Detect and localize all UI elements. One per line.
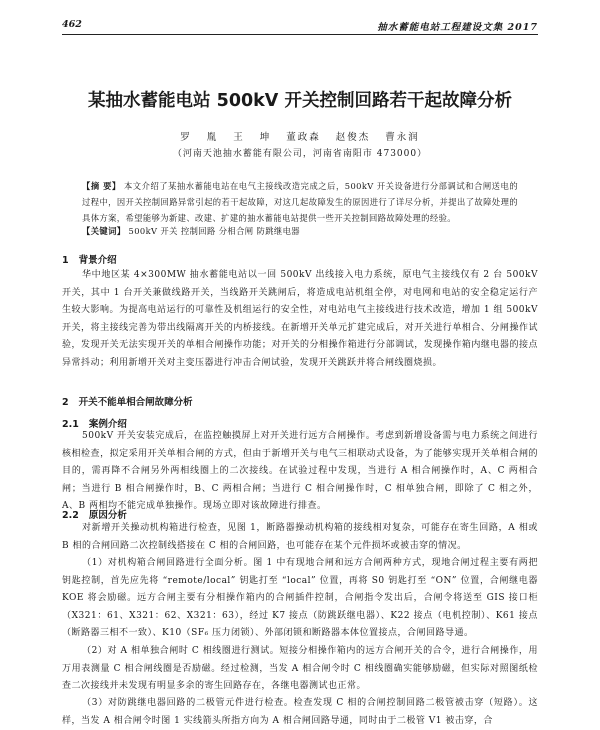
paragraph-cause-1: （1）对机构箱合闸回路进行全面分析。图 1 中有现地合闸和远方合闸两种方式，现地合闸过程主要有两把钥匙控制，首先应先将 “remote/local” 钥匙打至 “local” 位置，再将 S0 钥匙打至 “ON” 位置，合闸继电器 KOE 将会励磁。远方合闸主要有分相操作箱内的合闸插件控制，合闸指令发出后，合闸令将送至 GIS 接口柜（X321：61、X321：62、X321：63），经过 K7 接点（防跳跃继电器）、K22 接点（电机控制）、K61 接点（断路器三相不一致）、K10（SF₆ 压力闭锁）、外部闭锁和断路器本体位置接点，合闸回路导通。 bbox=[62, 558, 538, 638]
paragraph-cause-3: （3）对防跳继电器回路的二极管元件进行检查。检查发现 C 相的合闸控制回路二极管被击穿（短路）。这样，当发 A 相合闸令时图 1 实线箭头所指方向为 A 相合闸回路导通，同时由于二极管 V1 被击穿，合 bbox=[62, 698, 538, 726]
page-number: 462 bbox=[62, 19, 82, 30]
paragraph-background: 华中地区某 4×300MW 抽水蓄能电站以一回 500kV 出线接入电力系统，原电气主接线仅有 2 台 500kV 开关，其中 1 台开关兼做线路开关，当线路开关跳闸后，将造成电站机组全停，对电网和电站的安全稳定运行产生较大影响。为提高电站运行的可靠性及机组运行的安全性，对电站电气主接线进行技术改造，增加 1 组 500kV 开关，将主接线完善为带出线隔离开关的内桥接线。在新增开关单元扩建完成后，对开关进行单相合、分闸操作试验，发现开关无法实现开关的单相合闸操作功能；对开关的分相操作箱进行分部调试，发现操作箱内继电器的接点异常抖动；利用新增开关对主变压器进行冲击合闸试验，发现开关跳跃并将合闸线圈烧损。 bbox=[62, 270, 538, 368]
affiliation: （河南天池抽水蓄能有限公司，河南省南阳市 473000） bbox=[172, 149, 428, 159]
paragraph-case-intro: 500kV 开关安装完成后，在监控触摸屏上对开关进行远方合闸操作。考虑到新增设备需与电力系统之间进行核相检查，拟定采用开关单相合闸的方式，但由于新增开关与电气三相联动式设备，为了能够实现开关单相合闸的目的，需再降不合闸另外两相线圈上的二次接线。在试验过程中发现，当进行 A 相合闸操作时，A、C 两相合闸；当进行 B 相合闸操作时，B、C 两相合闸；当进行 C 相合闸操作时，C 相单独合闸，即除了 C 相之外，A、B 两相均不能完成单独操作。现场立即对该故障进行排查。 bbox=[62, 431, 538, 511]
journal-title: 抽水蓄能电站工程建设文集 2017 bbox=[377, 22, 538, 33]
abstract-text: 本文介绍了某抽水蓄能电站在电气主接线改造完成之后，500kV 开关设备进行分部调试和合闸送电的过程中，因开关控制回路异常引起的若干起故障，对这几起故障发生的原因进行了详尽分析，并提出了故障处理的具体方案，希望能够为新建、改建、扩建的抽水蓄能电站提供一些开关控制回路故障处理的经验。 bbox=[82, 181, 519, 223]
keywords-label: 【关键词】 bbox=[82, 226, 126, 236]
abstract-label: 【摘 要】 bbox=[82, 181, 121, 191]
section-heading-2-1: 2.1 案例介绍 bbox=[62, 419, 127, 430]
section-heading-2-2: 2.2 原因分析 bbox=[62, 510, 127, 521]
paragraph-cause-2: （2）对 A 相单独合闸时 C 相线圈进行测试。短接分相操作箱内的远方合闸开关的合令，进行合闸操作，用万用表测量 C 相合闸线圈是否励磁。经过检测，当发 A 相合闸令时 C 相线圈确实能够励磁，但实际对照图纸检查二次接线并未发现有明显多余的寄生回路存在，各继电器测试也正常。 bbox=[62, 646, 538, 691]
keywords-text: 500kV 开关 控制回路 分相合闸 防跳继电器 bbox=[128, 226, 301, 236]
section-heading-1: 1 背景介绍 bbox=[62, 255, 117, 266]
paragraph-cause-intro: 对新增开关操动机构箱进行检查，见图 1，断路器操动机构箱的接线相对复杂，可能存在寄生回路，A 相或 B 相的合闸回路二次控制线搭接在 C 相的合闸回路，也可能存在某个元件损坏或被击穿的情况。 bbox=[62, 523, 538, 551]
keywords bbox=[82, 225, 518, 237]
author-list: 罗 胤 王 坤 董政森 赵俊杰 曹永润 bbox=[180, 132, 420, 143]
abstract bbox=[82, 178, 518, 226]
paper-title: 某抽水蓄能电站 500kV 开关控制回路若干起故障分析 bbox=[88, 91, 512, 111]
running-header bbox=[62, 18, 538, 35]
section-heading-2: 2 开关不能单相合闸故障分析 bbox=[62, 397, 193, 408]
